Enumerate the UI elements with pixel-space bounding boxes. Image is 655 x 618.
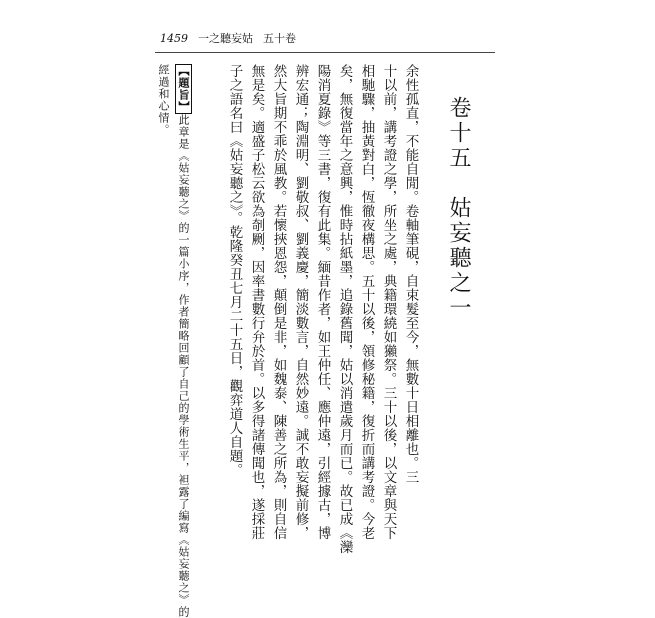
note-tag: 【題旨】 [177, 65, 190, 113]
body-column-1: 余性孤直，不能自閒。卷軸筆硯，自束髮至今，無數十日相離也。三 [402, 64, 419, 484]
page-number: 1459 [160, 32, 188, 45]
chapter-title: 卷十五 姑妄聽之一 [446, 96, 471, 321]
running-header [160, 30, 296, 46]
note-text-1: 此章是《姑妄聽之》的一篇小序，作者簡略回顧了自己的學術生平，袒露了編寫《姑妄聽之》的 [177, 114, 190, 618]
header-rule [155, 52, 495, 53]
body-column-8: 無是矣。適盛子松云欲為剞劂，因率書數行弁於首。以多得諸傳聞也，遂採莊 [248, 64, 265, 540]
note-column-1 [178, 64, 189, 618]
note-column-2: 經過和心情。 [157, 64, 170, 136]
body-column-4: 矣，無復當年之意興，惟時拈紙墨，追錄舊聞，姑以消遣歲月而已。故已成《灤 [336, 64, 353, 554]
body-column-9: 子之語名曰《姑妄聽之》。乾隆癸丑七月二十五日，觀弈道人自題。 [226, 64, 243, 478]
section-title: 一之聽妄姑 [198, 32, 253, 45]
body-column-3: 相馳驟，抽黃對白，恆徹夜構思。五十以後，領修秘籍，復折而講考證。今老 [358, 64, 375, 540]
body-column-6: 辨宏通；陶淵明、劉敬叔、劉義慶，簡淡數言，自然妙遠。誠不敢妄擬前修， [292, 64, 309, 540]
volume-label: 五十卷 [263, 32, 296, 45]
body-column-7: 然大旨期不乖於風教。若懷挾恩怨，顛倒是非，如魏泰、陳善之所為，則自信 [270, 64, 287, 540]
body-column-5: 陽消夏錄》等三書，復有此集。緬昔作者，如王仲任、應仲遠，引經據古，博 [314, 64, 331, 540]
body-column-2: 十以前，講考證之學，所坐之處，典籍環繞如獺祭。三十以後，以文章與天下 [380, 64, 397, 540]
